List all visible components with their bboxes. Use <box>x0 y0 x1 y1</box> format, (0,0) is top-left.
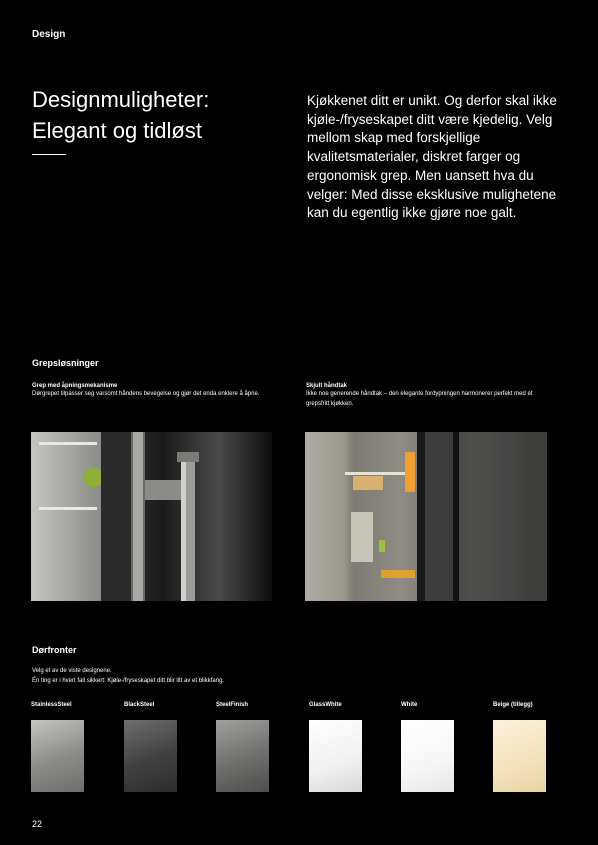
swatch-label-steel-finish: SteelFinish <box>216 702 249 708</box>
doors-heading: Dørfronter <box>32 645 77 655</box>
swatch-white <box>401 720 454 792</box>
handle-photo-opening-mechanism <box>31 432 272 601</box>
swatch-label-stainless-steel: StainlessSteel <box>31 702 72 708</box>
swatch-stainless-steel <box>31 720 84 792</box>
handle-photo-hidden-handle <box>305 432 547 601</box>
swatch-steel-finish <box>216 720 269 792</box>
doors-description <box>32 666 332 686</box>
hidden-handle-photo-illustration <box>305 432 547 601</box>
page-heading-line1: Designmuligheter: <box>32 87 210 112</box>
swatch-glass-white <box>309 720 362 792</box>
heading-divider <box>32 154 66 155</box>
page-number: 22 <box>32 819 43 829</box>
handle-caption-left <box>32 383 272 399</box>
handle-caption-right <box>306 383 546 409</box>
swatch-label-beige: Beige (tillegg) <box>493 702 533 708</box>
swatch-label-black-steel: BlackSteel <box>124 702 155 708</box>
doors-description-line1: Velg et av de viste designene. <box>32 668 112 674</box>
swatch-black-steel <box>124 720 177 792</box>
swatch-beige <box>493 720 546 792</box>
handle-caption-right-title: Skjult håndtak <box>306 383 348 389</box>
handle-caption-left-title: Grep med åpningsmekanisme <box>32 383 118 389</box>
handle-caption-right-text: Ikke noe generende håndtak – den elegante fordypningen harmonerer perfekt med et grepsfritt kjøkken. <box>306 391 533 407</box>
swatch-label-white: White <box>401 702 418 708</box>
page-heading <box>32 84 272 146</box>
handles-heading: Grepsløsninger <box>32 358 99 368</box>
doors-description-line2: Én ting er i hvert fall sikkert: Kjøle-/fryseskapet ditt blir litt av et blikkfang. <box>32 678 225 684</box>
handle-caption-left-text: Dørgrepet tilpasser seg varsomt håndens bevegelse og gjør det enda enklere å åpne. <box>32 391 260 397</box>
intro-paragraph: Kjøkkenet ditt er unikt. Og derfor skal ikke kjøle-/fryseskapet ditt være kjedelig. Velg mellom skap med forskjellige kvalitetsmaterialer, diskret farger og ergonomisk grep. Men uansett hva du velger: Med disse eksklusive mulighetene kan du egentlig ikke gjøre noe galt. <box>307 93 557 221</box>
swatch-label-glass-white: GlassWhite <box>309 702 342 708</box>
section-tag: Design <box>32 29 66 40</box>
page-heading-line2: Elegant og tidløst <box>32 118 202 143</box>
handle-photo-illustration <box>31 432 272 601</box>
